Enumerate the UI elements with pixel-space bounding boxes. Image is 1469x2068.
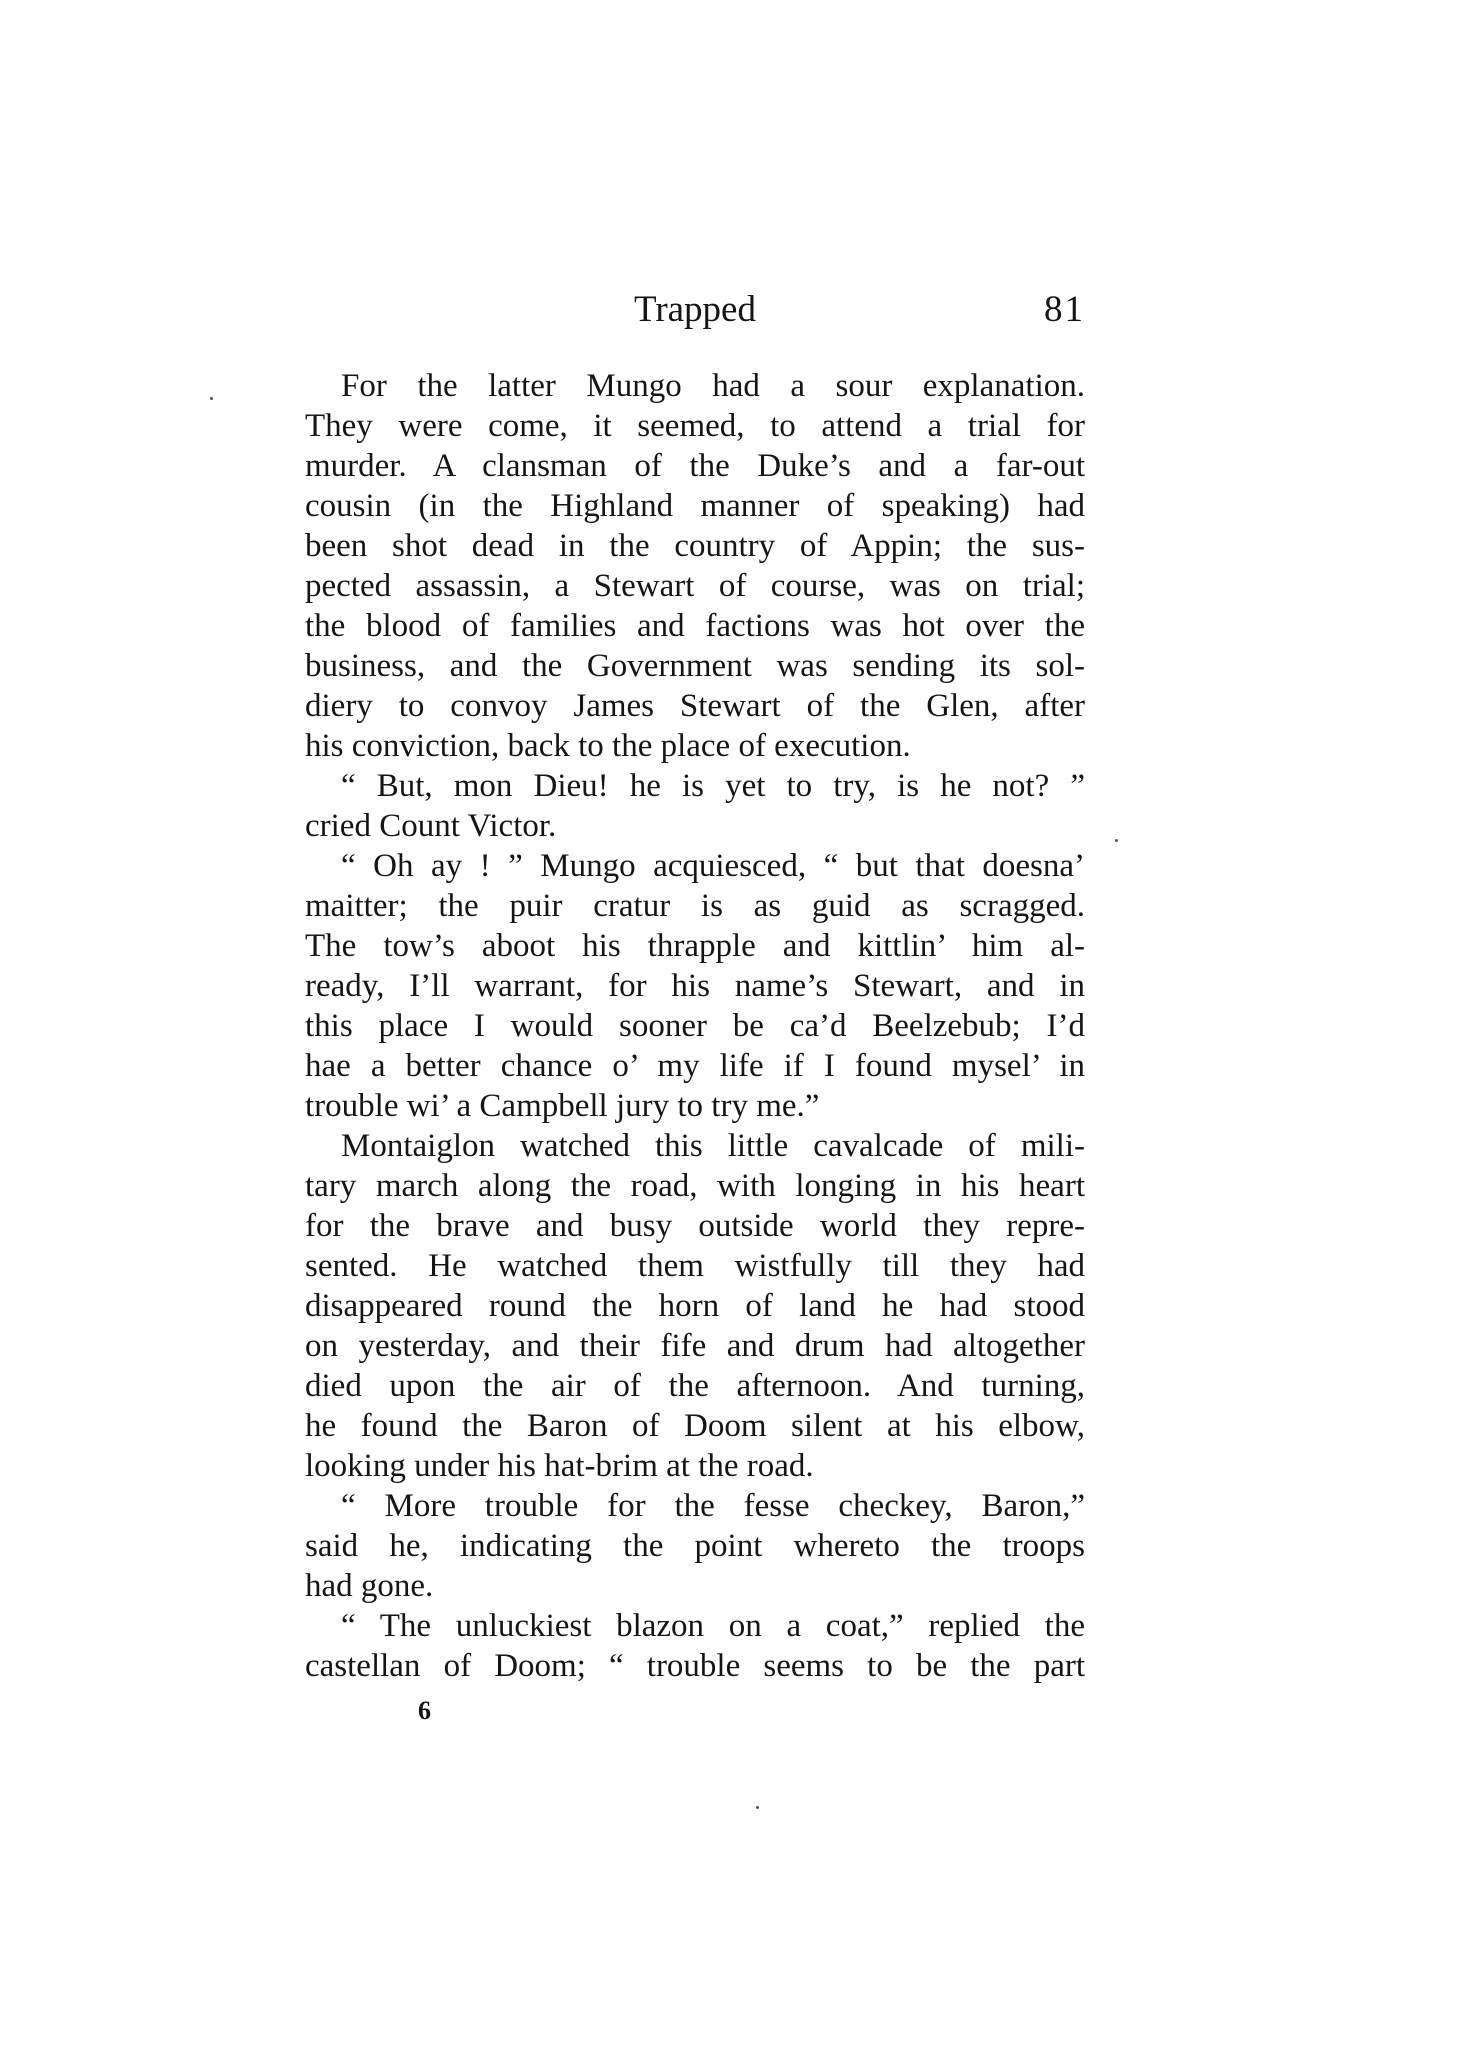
- text-line: Montaiglon watched this little cavalcade of mili-: [341, 1128, 1085, 1164]
- signature-mark: 6: [418, 1696, 431, 1725]
- text-line: For the latter Mungo had a sour explanation.: [341, 368, 1085, 404]
- text-line: “ More trouble for the fesse checkey, Baron,”: [341, 1488, 1085, 1524]
- text-line: disappeared round the horn of land he had stood: [305, 1288, 1085, 1324]
- text-line: on yesterday, and their fife and drum had altogether: [305, 1328, 1085, 1364]
- text-line: been shot dead in the country of Appin; the sus-: [305, 528, 1085, 564]
- text-line: for the brave and busy outside world they repre-: [305, 1208, 1085, 1244]
- running-title: Trapped: [634, 289, 756, 330]
- text-line: he found the Baron of Doom silent at his elbow,: [305, 1408, 1085, 1444]
- text-line: pected assassin, a Stewart of course, was on trial;: [305, 568, 1085, 604]
- text-line: had gone.: [305, 1568, 434, 1604]
- text-line: died upon the air of the afternoon. And turning,: [305, 1368, 1085, 1404]
- text-line: “ Oh ay ! ” Mungo acquiesced, “ but that doesna’: [341, 848, 1085, 884]
- page-number: 81: [1044, 289, 1085, 330]
- text-line: diery to convoy James Stewart of the Glen, after: [305, 688, 1085, 724]
- text-line: maitter; the puir cratur is as guid as scragged.: [305, 888, 1085, 924]
- scan-speck: [756, 1806, 759, 1809]
- text-line: They were come, it seemed, to attend a trial for: [305, 408, 1085, 444]
- running-head: [305, 285, 1085, 335]
- text-line: “ The unluckiest blazon on a coat,” replied the: [341, 1608, 1085, 1644]
- text-line: trouble wi’ a Campbell jury to try me.”: [305, 1088, 820, 1124]
- text-line: his conviction, back to the place of execution.: [305, 728, 911, 764]
- text-line: cousin (in the Highland manner of speaking) had: [305, 488, 1085, 524]
- scan-speck: [1115, 839, 1118, 842]
- text-line: this place I would sooner be ca’d Beelzebub; I’d: [305, 1008, 1085, 1044]
- text-line: “ But, mon Dieu! he is yet to try, is he not? ”: [341, 768, 1085, 804]
- text-line: castellan of Doom; “ trouble seems to be the part: [305, 1648, 1085, 1684]
- text-line: murder. A clansman of the Duke’s and a far-out: [305, 448, 1085, 484]
- text-line: The tow’s aboot his thrapple and kittlin’ him al-: [305, 928, 1085, 964]
- scan-speck: [210, 397, 213, 400]
- text-line: said he, indicating the point whereto the troops: [305, 1528, 1085, 1564]
- text-line: business, and the Government was sending its sol-: [305, 648, 1085, 684]
- text-line: hae a better chance o’ my life if I found mysel’ in: [305, 1048, 1085, 1084]
- text-line: cried Count Victor.: [305, 808, 557, 844]
- text-line: looking under his hat-brim at the road.: [305, 1448, 814, 1484]
- text-line: ready, I’ll warrant, for his name’s Stewart, and in: [305, 968, 1085, 1004]
- text-line: sented. He watched them wistfully till they had: [305, 1248, 1085, 1284]
- body-text: [305, 366, 1085, 1686]
- text-line: tary march along the road, with longing in his heart: [305, 1168, 1085, 1204]
- text-line: the blood of families and factions was hot over the: [305, 608, 1085, 644]
